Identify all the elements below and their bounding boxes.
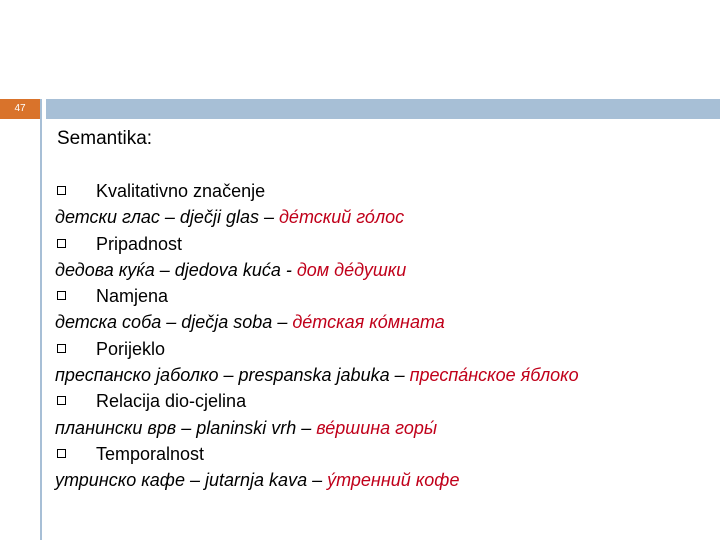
list-item bbox=[55, 388, 715, 414]
separator: – bbox=[218, 365, 239, 386]
separator: – bbox=[185, 470, 206, 491]
list-item bbox=[55, 283, 715, 309]
checkbox-bullet-icon bbox=[57, 239, 66, 248]
separator: – bbox=[296, 417, 317, 438]
croatian-phrase: prespanska jabuka bbox=[238, 365, 390, 386]
example-line bbox=[55, 415, 715, 441]
list-item bbox=[55, 178, 715, 204]
russian-phrase: де́тская ко́мната bbox=[292, 312, 445, 333]
separator: – bbox=[176, 417, 197, 438]
croatian-phrase: planinski vrh bbox=[196, 417, 297, 438]
russian-phrase: преспа́нское я́блоко bbox=[409, 365, 579, 386]
item-label: Temporalnost bbox=[96, 443, 205, 464]
content-list bbox=[55, 178, 715, 494]
russian-phrase: дом де́душки bbox=[296, 259, 407, 280]
macedonian-phrase: дедова куќа bbox=[55, 259, 155, 280]
macedonian-phrase: утринско кафе bbox=[55, 470, 185, 491]
header-bar bbox=[46, 99, 720, 119]
checkbox-bullet-icon bbox=[57, 396, 66, 405]
example-line bbox=[55, 309, 715, 335]
slide-heading: Semantika: bbox=[57, 128, 153, 149]
list-item bbox=[55, 441, 715, 467]
macedonian-phrase: преспанско јаболко bbox=[55, 365, 219, 386]
croatian-phrase: djedova kuća bbox=[174, 259, 281, 280]
checkbox-bullet-icon bbox=[57, 291, 66, 300]
croatian-phrase: dječja soba bbox=[181, 312, 273, 333]
item-label: Namjena bbox=[96, 286, 169, 307]
slide-number: 47 bbox=[0, 99, 40, 119]
item-label: Kvalitativno značenje bbox=[96, 181, 266, 201]
separator: – bbox=[154, 259, 175, 280]
russian-phrase: де́тский го́лос bbox=[278, 207, 405, 228]
checkbox-bullet-icon bbox=[57, 344, 66, 353]
macedonian-phrase: детска соба bbox=[55, 312, 162, 333]
separator: – bbox=[161, 312, 182, 333]
separator: – bbox=[272, 312, 293, 333]
checkbox-bullet-icon bbox=[57, 186, 66, 195]
croatian-phrase: dječji glas bbox=[179, 207, 259, 228]
russian-phrase: ве́ршина горы́ bbox=[316, 417, 438, 438]
separator: – bbox=[159, 207, 180, 228]
croatian-phrase: jutarnja kava bbox=[205, 470, 308, 491]
item-label: Porijeklo bbox=[96, 338, 166, 359]
macedonian-phrase: планински врв bbox=[55, 417, 177, 438]
example-line bbox=[55, 257, 715, 283]
example-line bbox=[55, 362, 715, 388]
list-item bbox=[55, 336, 715, 362]
example-line bbox=[55, 467, 715, 493]
list-item bbox=[55, 231, 715, 257]
separator: – bbox=[389, 365, 410, 386]
item-label: Relacija dio-cjelina bbox=[96, 391, 247, 412]
russian-phrase: у́тренний кофе bbox=[327, 470, 460, 491]
left-rule bbox=[40, 99, 42, 540]
separator: – bbox=[258, 207, 279, 228]
macedonian-phrase: детски глас bbox=[55, 207, 160, 228]
item-label: Pripadnost bbox=[96, 233, 183, 254]
example-line bbox=[55, 204, 715, 230]
checkbox-bullet-icon bbox=[57, 449, 66, 458]
separator: – bbox=[307, 470, 328, 491]
separator: - bbox=[280, 259, 297, 280]
